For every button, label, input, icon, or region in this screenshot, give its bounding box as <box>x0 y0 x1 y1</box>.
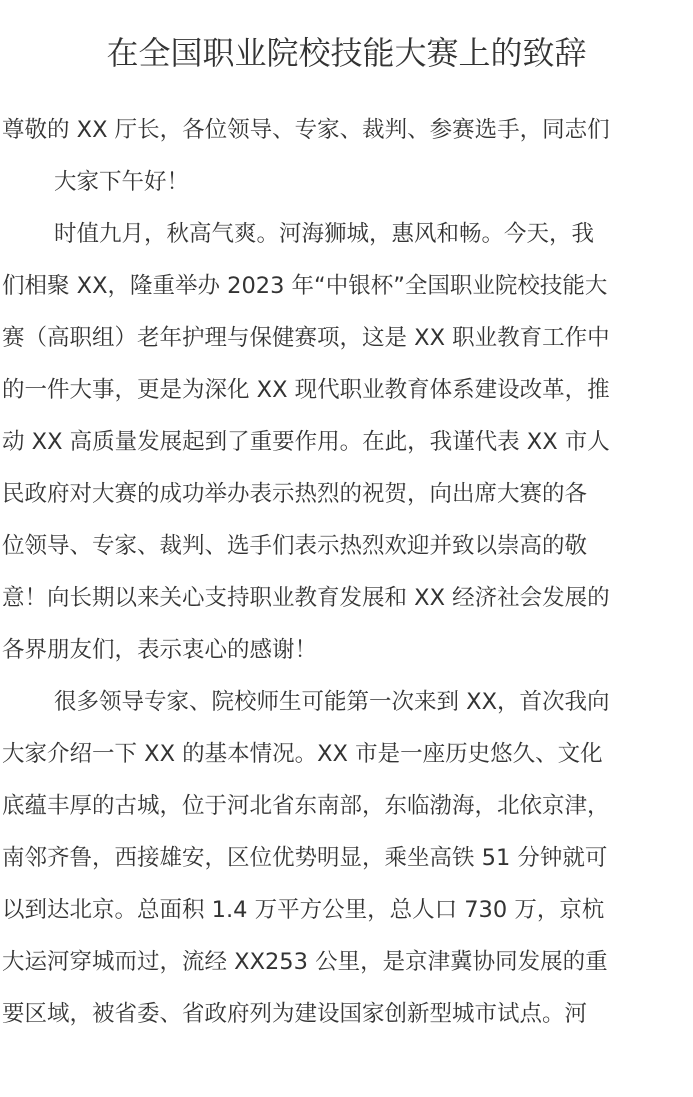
document-body <box>2 104 693 1040</box>
text-line: 以到达北京。总面积 1.4 万平方公里，总人口 730 万，京杭 <box>2 897 605 923</box>
text-line: 赛（高职组）老年护理与保健赛项，这是 XX 职业教育工作中 <box>2 325 610 351</box>
text-line: 大家介绍一下 XX 的基本情况。XX 市是一座历史悠久、文化 <box>2 741 603 767</box>
text-line: 各界朋友们，表示衷心的感谢！ <box>2 637 318 663</box>
text-line: 位领导、专家、裁判、选手们表示热烈欢迎并致以崇高的敬 <box>2 533 588 559</box>
text-line: 们相聚 XX，隆重举办 2023 年“中银杯”全国职业院校技能大 <box>2 273 608 299</box>
document-title: 在全国职业院校技能大赛上的致辞 <box>106 34 587 72</box>
text-line: 很多领导专家、院校师生可能第一次来到 XX，首次我向 <box>54 689 610 715</box>
text-line: 要区域，被省委、省政府列为建设国家创新型城市试点。河 <box>2 1001 588 1027</box>
text-line-greeting: 大家下午好！ <box>54 169 190 195</box>
text-line: 意！向长期以来关心支持职业教育发展和 XX 经济社会发展的 <box>2 585 610 611</box>
text-line: 动 XX 高质量发展起到了重要作用。在此，我谨代表 XX 市人 <box>2 429 610 455</box>
text-line: 底蕴丰厚的古城，位于河北省东南部，东临渤海，北依京津， <box>2 793 610 819</box>
text-line: 大运河穿城而过，流经 XX253 公里，是京津冀协同发展的重 <box>2 949 608 975</box>
text-line-salutation: 尊敬的 XX 厅长，各位领导、专家、裁判、参赛选手，同志们 <box>2 117 610 143</box>
text-line: 民政府对大赛的成功举办表示热烈的祝贺，向出席大赛的各 <box>2 481 588 507</box>
text-line: 时值九月，秋高气爽。河海狮城，惠风和畅。今天，我 <box>54 221 595 247</box>
text-line: 的一件大事，更是为深化 XX 现代职业教育体系建设改革，推 <box>2 377 610 403</box>
text-line: 南邻齐鲁，西接雄安，区位优势明显，乘坐高铁 51 分钟就可 <box>2 845 608 871</box>
